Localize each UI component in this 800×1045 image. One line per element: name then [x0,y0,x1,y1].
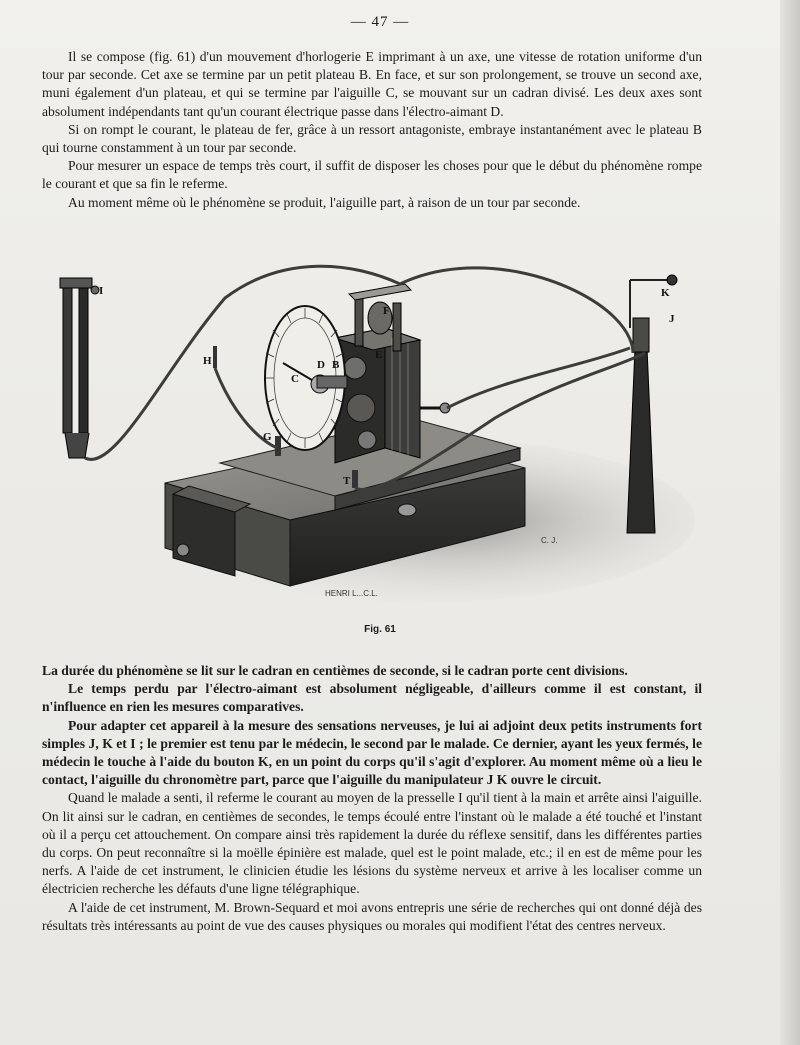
paragraph-clockwork: Il se compose (fig. 61) d'un mouvement d'horlogerie E imprimant à un axe, une vitesse de rotation uniforme d'un tour par seconde. Cet axe se termine par un petit plateau B. En face, et sur son prolongement, se trouve un second axe, muni également d'un plateau, et qui se termine par l'aiguille C, se mouvant sur un cadran divisé. Les deux axes sont absolument indépendants tant qu'un courant électrique passe dans l'électro-aimant D. [42,49,702,119]
label-k: K [661,287,670,299]
drawer-knob-icon [177,544,189,556]
engraver-initials: C. J. [541,536,558,545]
presselle-base [65,433,89,458]
magnet-crossbar [349,284,411,300]
label-h: H [203,355,212,367]
label-j: J [669,313,675,325]
chronometer-illustration [55,258,705,618]
magnet-post-right [393,303,401,351]
presselle-right-arm [79,283,88,433]
terminal-post-h [213,346,217,368]
presselle-cap [60,278,92,288]
axis-shaft [317,376,347,388]
label-f: F [383,305,390,317]
label-g: G [263,431,272,443]
figure-caption: Fig. 61 [364,624,396,635]
paragraph-break-current: Si on rompt le courant, le plateau de fer, grâce à un ressort antagoniste, embraye instantanément avec le plateau B qui tourne constamment à un tour par seconde. [42,121,702,156]
presselle-left-arm [63,283,72,433]
terminal-post-t [352,470,358,488]
text-block-top [42,48,702,212]
text-block-bottom [42,662,702,935]
paragraph-reading-dial: La durée du phénomène se lit sur le cadran en centièmes de seconde, si le cadran porte cent divisions. [42,663,628,678]
label-i: I [99,285,104,297]
label-b: B [332,359,340,371]
paragraph-patient-feels: Quand le malade a senti, il referme le courant au moyen de la presselle I qu'il tient à la main et arrête ainsi l'aiguille. On lit ainsi sur le cadran, en centièmes de secondes, le temps écoulé entre l'instant où le malade a été touché et l'instant où il a perçu cet attouchement. On compare ainsi très rapidement la durée du réflexe sensitif, dans les différentes parties du corps. On peut reconnaître si la moëlle épinière est malade, quel est le point malade, etc.; il en est de même pour les nerfs. A l'aide de cet instrument, le clinicien étudie les lésions du système nerveux et arrive à les localiser comme un électricien recherche les défauts d'une ligne télégraphique. [42,790,702,897]
label-c: C [291,373,299,385]
paragraph-needle-start: Au moment même où le phénomène se produit, l'aiguille part, à raison de un tour par seconde. [68,194,581,210]
paragraph-adaptation: Pour adapter cet appareil à la mesure des sensations nerveuses, je lui ai adjoint deux petits instruments fort simples J, K et I ; le premier est tenu par le médecin, le second par le malade. Ce dernier, ayant les yeux fermés, le médecin le touche à l'aide du bouton K, en un point du corps qu'il s'agit d'explorer. Au moment même où a lieu le contact, l'aiguille du chronomètre part, parce que l'aiguille du manipulateur J K ouvre le circuit. [42,717,702,788]
manipulator-handle [627,348,655,533]
manipulator-head [633,318,649,352]
clockwork-side [385,328,420,458]
paragraph-measure-time: Pour mesurer un espace de temps très court, il suffit de disposer les choses pour que le début du phénomène rompe le courant et que sa fin le referme. [42,158,702,192]
gear-icon [347,394,375,422]
page-number: — 47 — [350,14,410,30]
paragraph-lost-time: Le temps perdu par l'électro-aimant est absolument négligeable, d'ailleurs comme il est constant, il n'influence en rien les mesures comparatives. [42,681,702,715]
figure-chronometer-engraving [55,258,705,618]
front-knob-icon [398,504,416,516]
paragraph-research: A l'aide de cet instrument, M. Brown-Sequard et moi avons entrepris une série de recherches qui ont donné déjà des résultats très intéressants au point de vue des causes physiques ou morales qui modifient l'état des centres nerveux. [42,899,702,933]
contact-button-k-icon [667,275,677,285]
engraver-signature: HENRI L...C.L. [325,589,378,598]
label-t: T [343,475,351,487]
label-e: E [375,349,383,361]
gear-icon [358,431,376,449]
page-gutter-shadow [780,0,800,1045]
magnet-post-left [355,298,363,346]
presselle-screw-icon [91,286,99,294]
label-d: D [317,359,325,371]
